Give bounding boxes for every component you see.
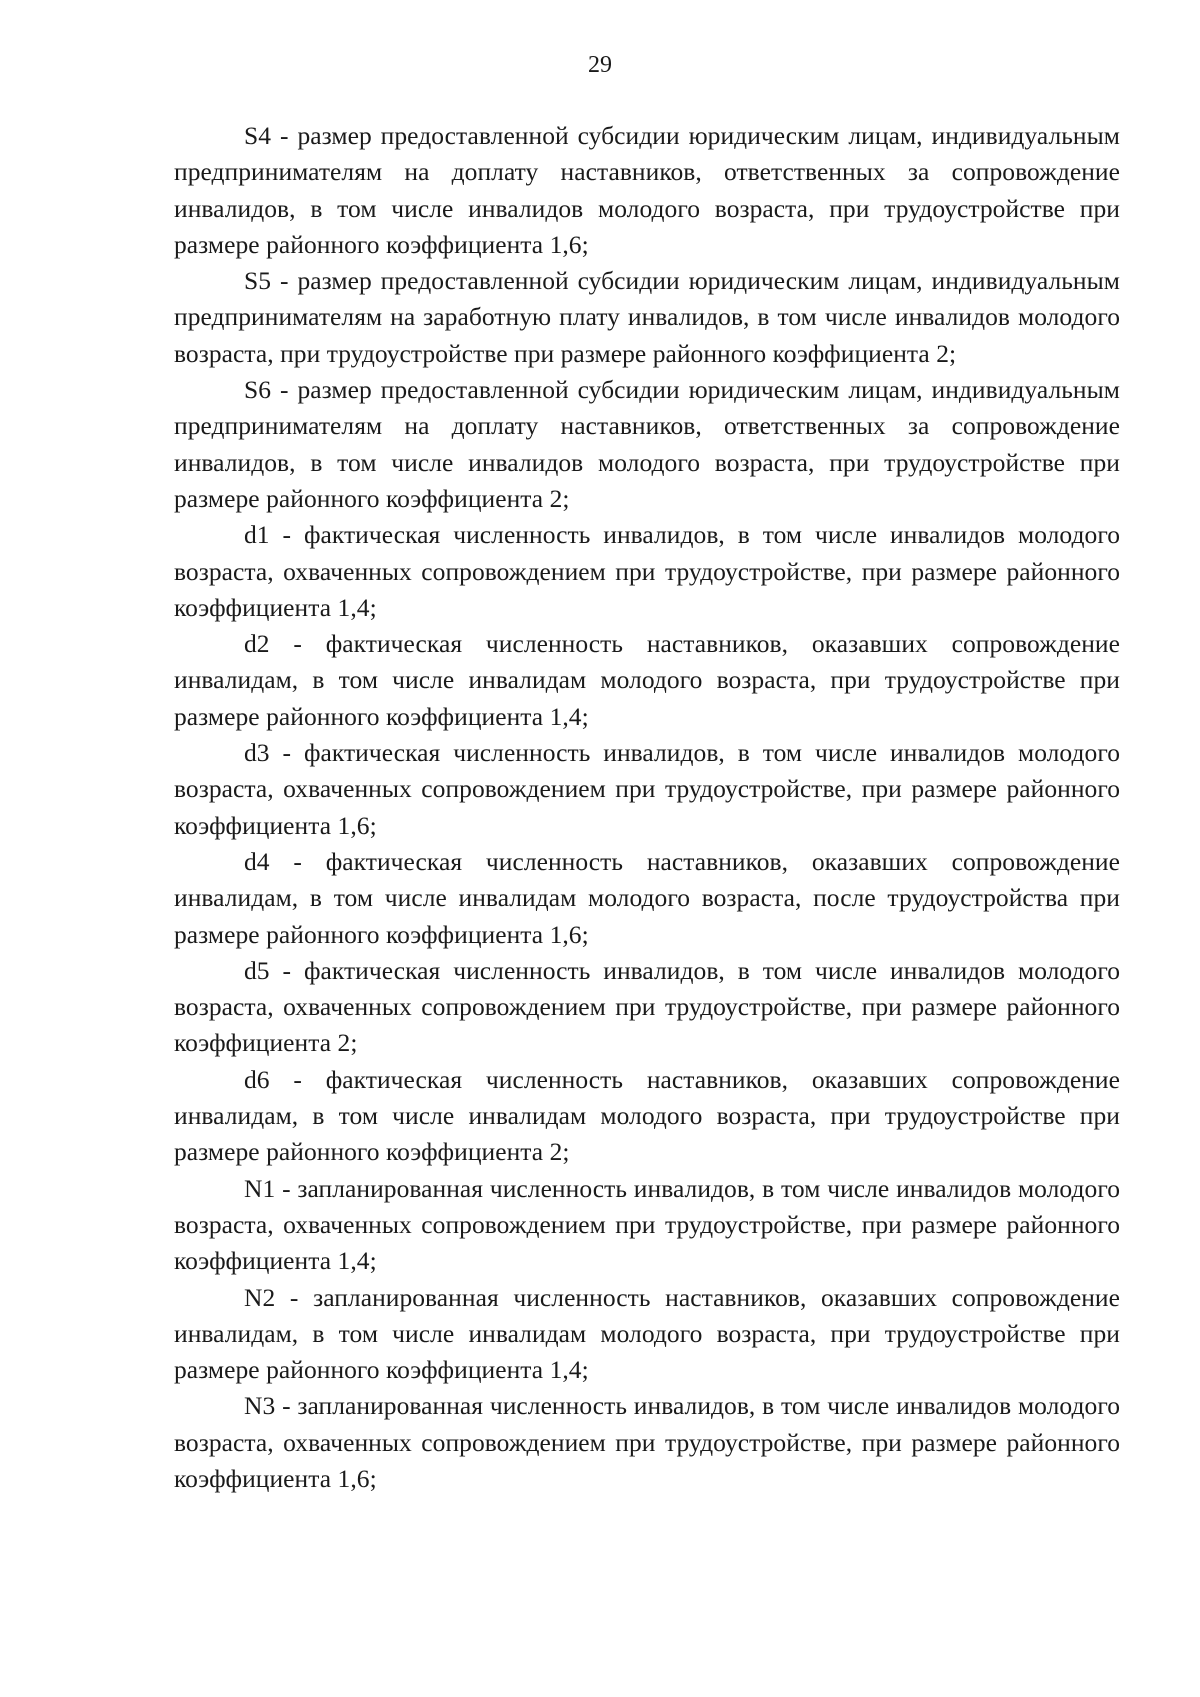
- paragraph-n3: N3 - запланированная численность инвалидов, в том числе инвалидов молодого возраста, охваченных сопровождением при трудоустройстве, при размере районного коэффициента 1,6;: [174, 1391, 1120, 1493]
- paragraph-s4: S4 - размер предоставленной субсидии юридическим лицам, индивидуальным предпринимателям на доплату наставников, ответственных за сопровождение инвалидов, в том числе инвалидов молодого возраста, при трудоустройстве при размере районного коэффициента 1,6;: [174, 121, 1120, 259]
- paragraph-d5: d5 - фактическая численность инвалидов, в том числе инвалидов молодого возраста, охваченных сопровождением при трудоустройстве, при размере районного коэффициента 2;: [174, 955, 1120, 1058]
- paragraph-d6: d6 - фактическая численность наставников, оказавших сопровождение инвалидам, в том числе инвалидам молодого возраста, при трудоустройстве при размере районного коэффициента 2;: [174, 1064, 1120, 1167]
- paragraph-d2: d2 - фактическая численность наставников, оказавших сопровождение инвалидам, в том числе инвалидам молодого возраста, при трудоустройстве при размере районного коэффициента 1,4;: [174, 629, 1120, 731]
- document-body: [174, 118, 1120, 1497]
- paragraph-d3: d3 - фактическая численность инвалидов, в том числе инвалидов молодого возраста, охваченных сопровождением при трудоустройстве, при размере районного коэффициента 1,6;: [174, 738, 1120, 840]
- paragraph-s5: S5 - размер предоставленной субсидии юридическим лицам, индивидуальным предпринимателям на заработную плату инвалидов, в том числе инвалидов молодого возраста, при трудоустройстве при размере районного коэффициента 2;: [174, 266, 1120, 368]
- paragraph-s6: S6 - размер предоставленной субсидии юридическим лицам, индивидуальным предпринимателям на доплату наставников, ответственных за сопровождение инвалидов, в том числе инвалидов молодого возраста, при трудоустройстве при размере районного коэффициента 2;: [174, 375, 1120, 513]
- paragraph-n2: N2 - запланированная численность наставников, оказавших сопровождение инвалидам, в том числе инвалидам молодого возраста, при трудоустройстве при размере районного коэффициента 1,4;: [174, 1282, 1120, 1385]
- page-number: 29: [588, 52, 612, 78]
- paragraph-d1: d1 - фактическая численность инвалидов, в том числе инвалидов молодого возраста, охваченных сопровождением при трудоустройстве, при размере районного коэффициента 1,4;: [174, 520, 1120, 622]
- paragraph-n1: N1 - запланированная численность инвалидов, в том числе инвалидов молодого возраста, охваченных сопровождением при трудоустройстве, при размере районного коэффициента 1,4;: [174, 1173, 1120, 1276]
- paragraph-d4: d4 - фактическая численность наставников, оказавших сопровождение инвалидам, в том числе инвалидам молодого возраста, после трудоустройства при размере районного коэффициента 1,6;: [174, 846, 1120, 949]
